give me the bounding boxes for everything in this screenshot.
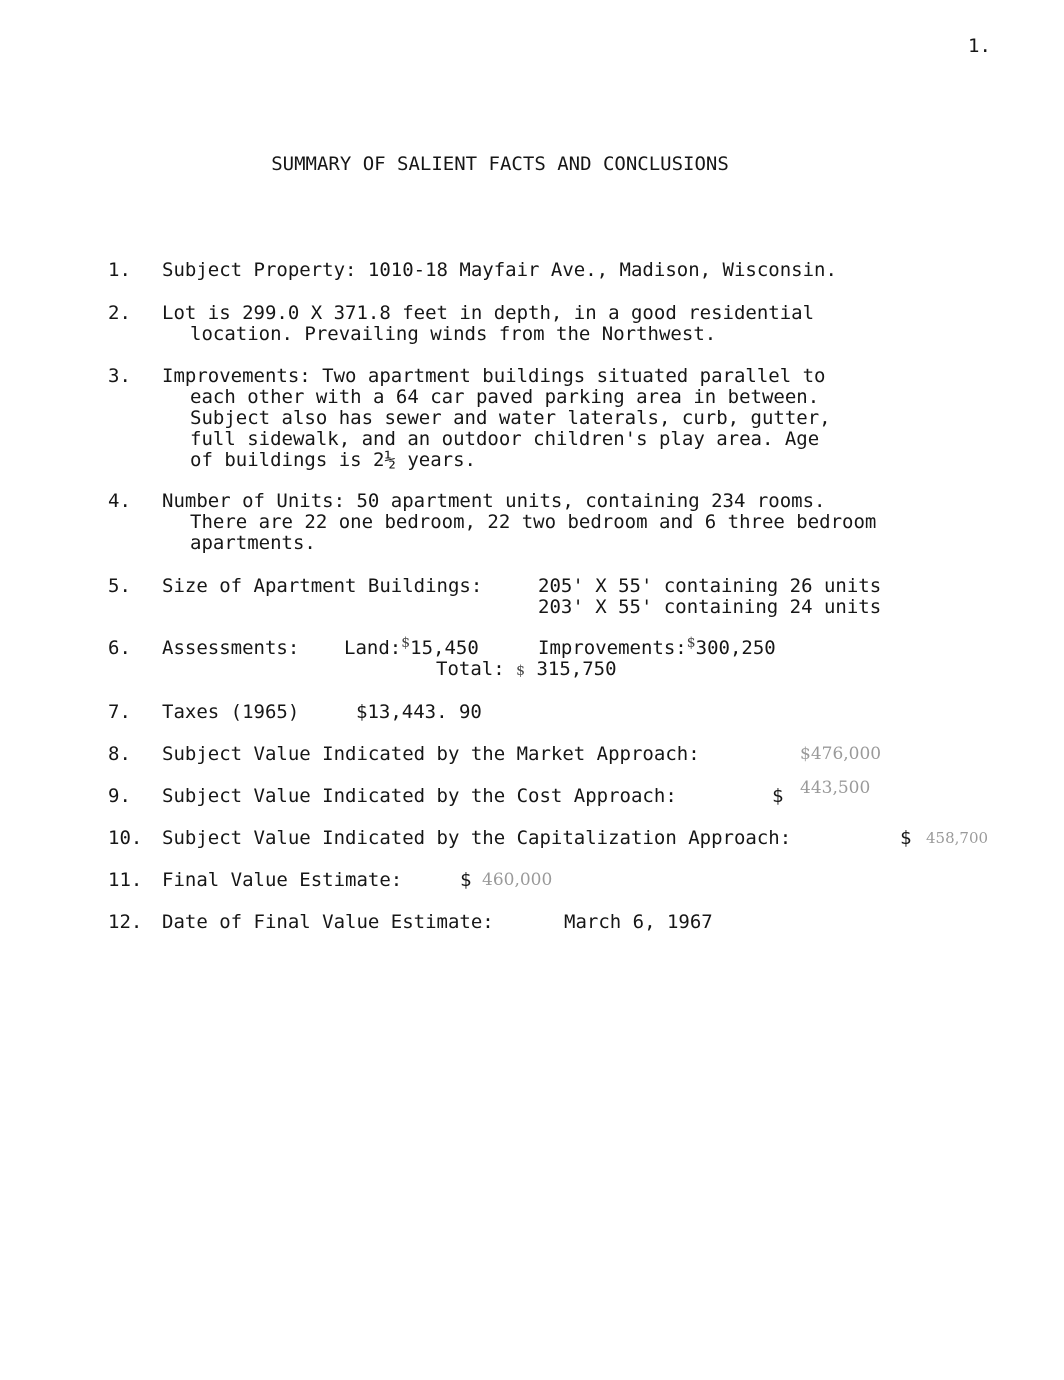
item-9-number: 9. [108,785,131,807]
item-4-line-2: There are 22 one bedroom, 22 two bedroom and 6 three bedroom [190,511,877,533]
item-8-number: 8. [108,743,131,765]
item-7-number: 7. [108,701,131,723]
item-2-number: 2. [108,302,131,324]
item-8-label: Subject Value Indicated by the Market Approach: [162,743,700,765]
item-2-line-2: location. Prevailing winds from the Northwest. [190,323,717,345]
item-3-line-5: of buildings is 2½ years. [190,449,476,471]
item-11-number: 11. [108,869,143,891]
cost-approach-value: 443,500 [800,778,871,798]
capitalization-approach-value: 458,700 [926,829,989,847]
item-7-label: Taxes (1965) [162,701,300,723]
item-5-row-2: 203' X 55' containing 24 units [538,596,882,618]
item-4-number: 4. [108,490,131,512]
final-value-date: March 6, 1967 [564,911,713,933]
improvements-currency-mark: $ [686,635,696,651]
total-assessment [436,659,617,682]
total-value: 315,750 [536,658,617,680]
item-12-number: 12. [108,911,143,933]
capitalization-approach-currency: $ [900,827,912,849]
final-value-estimate: 460,000 [482,870,553,890]
market-approach-value: $476,000 [800,744,882,764]
item-5-label: Size of Apartment Buildings: [162,575,483,597]
item-6-label: Assessments: [162,637,300,659]
final-value-currency: $ [460,869,472,891]
item-11-label: Final Value Estimate: [162,869,403,891]
item-10-label: Subject Value Indicated by the Capitalization Approach: [162,827,792,849]
item-3-number: 3. [108,365,131,387]
total-label: Total: [436,658,505,680]
cost-approach-currency: $ [772,785,784,807]
item-6-number: 6. [108,637,131,659]
land-label: Land: [344,637,402,659]
item-4-line-3: apartments. [190,532,316,554]
item-1-text: Subject Property: 1010-18 Mayfair Ave., Madison, Wisconsin. [162,259,837,281]
item-2-line-1: Lot is 299.0 X 371.8 feet in depth, in a good residential [162,302,815,324]
item-5-number: 5. [108,575,131,597]
item-4-line-1: Number of Units: 50 apartment units, containing 234 rooms. [162,490,826,512]
improvements-label: Improvements: [538,637,687,659]
item-3-line-3: Subject also has sewer and water laterals, curb, gutter, [190,407,831,429]
item-9-label: Subject Value Indicated by the Cost Approach: [162,785,677,807]
taxes-value: $13,443. 90 [356,701,482,723]
item-1-number: 1. [108,259,131,281]
page-title: SUMMARY OF SALIENT FACTS AND CONCLUSIONS [271,153,729,175]
item-12-label: Date of Final Value Estimate: [162,911,494,933]
item-3-line-2: each other with a 64 car paved parking area in between. [190,386,820,408]
land-value: 15,450 [410,637,479,659]
page-number: 1. [968,35,991,57]
improvements-value: 300,250 [695,637,776,659]
item-3-line-1: Improvements: Two apartment buildings situated parallel to [162,365,826,387]
item-5-row-1: 205' X 55' containing 26 units [538,575,882,597]
land-currency-mark: $ [401,635,411,651]
item-10-number: 10. [108,827,143,849]
item-3-line-4: full sidewalk, and an outdoor children's play area. Age [190,428,820,450]
total-currency-mark: $ [516,663,526,679]
